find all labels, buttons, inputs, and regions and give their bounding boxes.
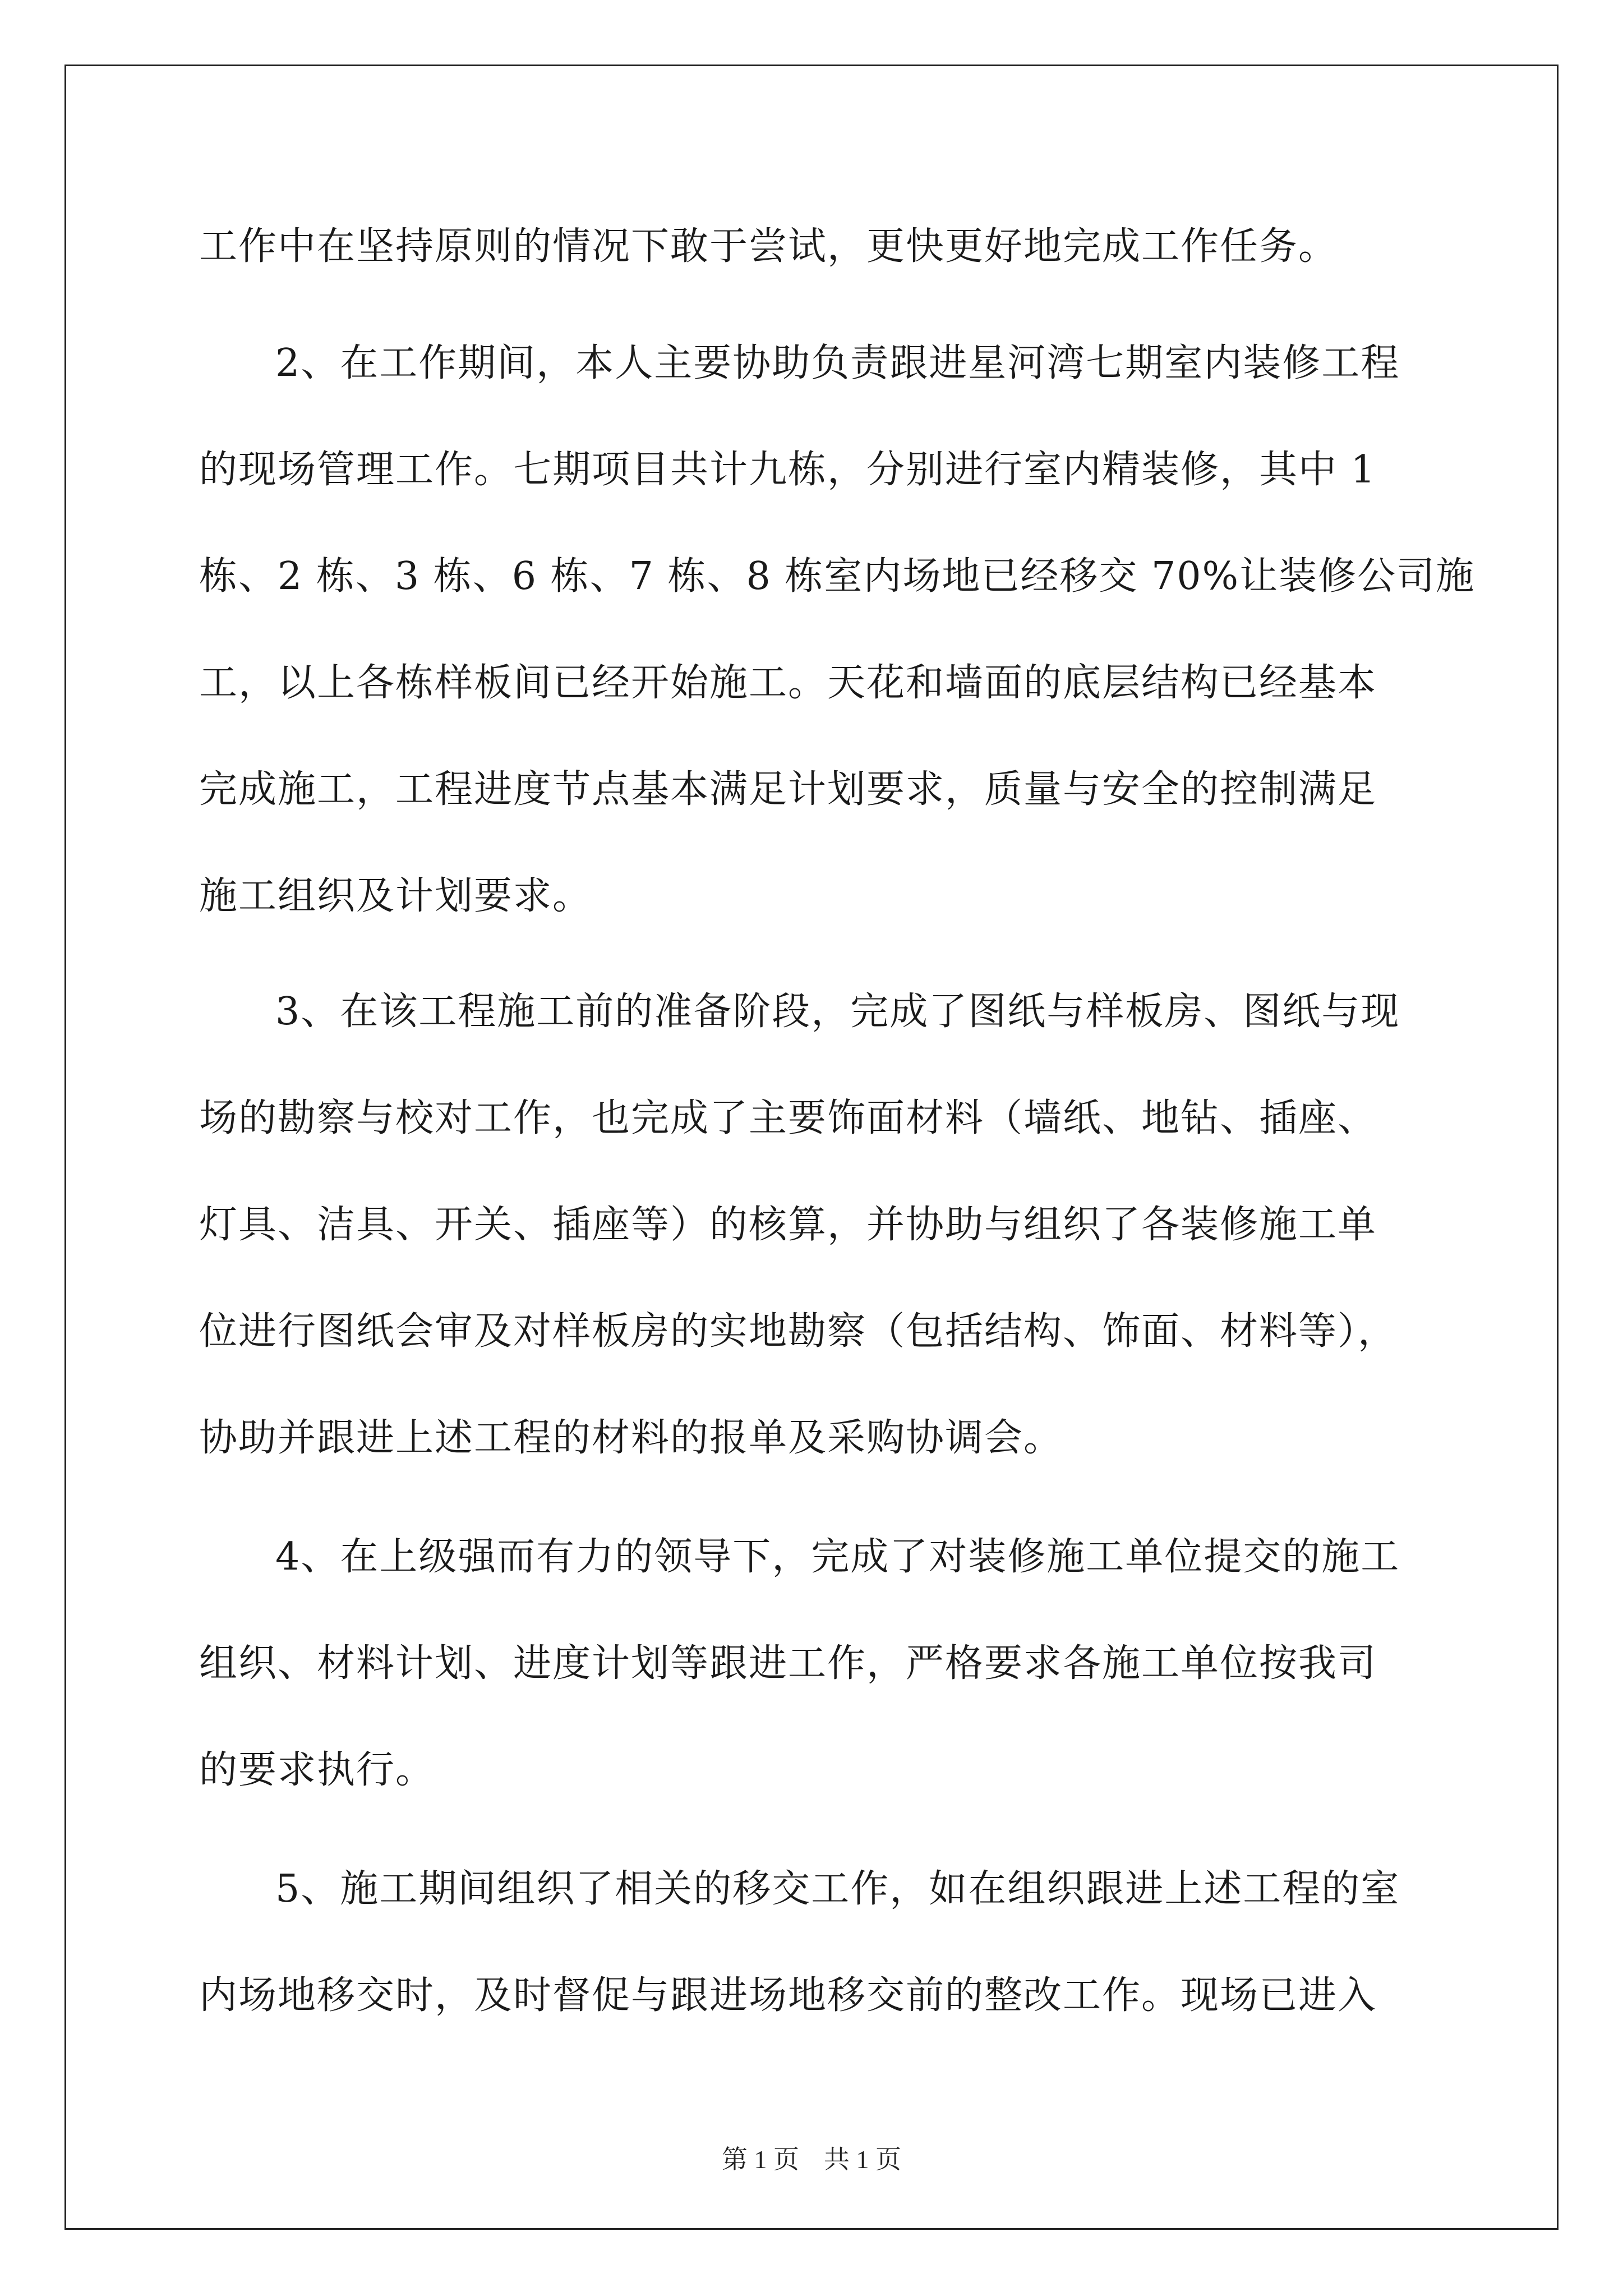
text-line: 工作中在坚持原则的情况下敢于尝试，更快更好地完成工作任务。 xyxy=(199,224,1338,269)
text-line: 的现场管理工作。七期项目共计九栋，分别进行室内精装修，其中 1 xyxy=(199,448,1376,492)
paragraph-3-line: 3、在该工程施工前的准备阶段，完成了图纸与样板房、图纸与现 xyxy=(275,990,1400,1034)
paragraph-4-line: 4、在上级强而有力的领导下，完成了对装修施工单位提交的施工 xyxy=(275,1535,1400,1579)
text-line: 内场地移交时，及时督促与跟进场地移交前的整改工作。现场已进入 xyxy=(199,1973,1377,2018)
page-number: 第 1 页 xyxy=(722,2145,799,2174)
text-line: 完成施工，工程进度节点基本满足计划要求，质量与安全的控制满足 xyxy=(199,767,1377,812)
text-line: 的要求执行。 xyxy=(199,1748,435,1792)
paragraph-2-line: 2、在工作期间，本人主要协助负责跟进星河湾七期室内装修工程 xyxy=(275,341,1400,385)
text-line: 位进行图纸会审及对样板房的实地勘察（包括结构、饰面、材料等）， xyxy=(199,1309,1398,1354)
page-total: 共 1 页 xyxy=(824,2145,901,2174)
text-line: 栋、2 栋、3 栋、6 栋、7 栋、8 栋室内场地已经移交 70%让装修公司施 xyxy=(199,554,1476,599)
text-line: 工，以上各栋样板间已经开始施工。天花和墙面的底层结构已经基本 xyxy=(199,661,1377,705)
text-line: 协助并跟进上述工程的材料的报单及采购协调会。 xyxy=(199,1416,1063,1460)
text-line: 场的勘察与校对工作，也完成了主要饰面材料（墙纸、地钻、插座、 xyxy=(199,1096,1377,1140)
text-line: 组织、材料计划、进度计划等跟进工作，严格要求各施工单位按我司 xyxy=(199,1641,1377,1686)
text-line: 施工组织及计划要求。 xyxy=(199,874,592,918)
text-line: 灯具、洁具、开关、插座等）的核算，并协助与组织了各装修施工单 xyxy=(199,1203,1377,1247)
paragraph-5-line: 5、施工期间组织了相关的移交工作，如在组织跟进上述工程的室 xyxy=(275,1867,1400,1911)
page-footer xyxy=(0,2143,1623,2177)
